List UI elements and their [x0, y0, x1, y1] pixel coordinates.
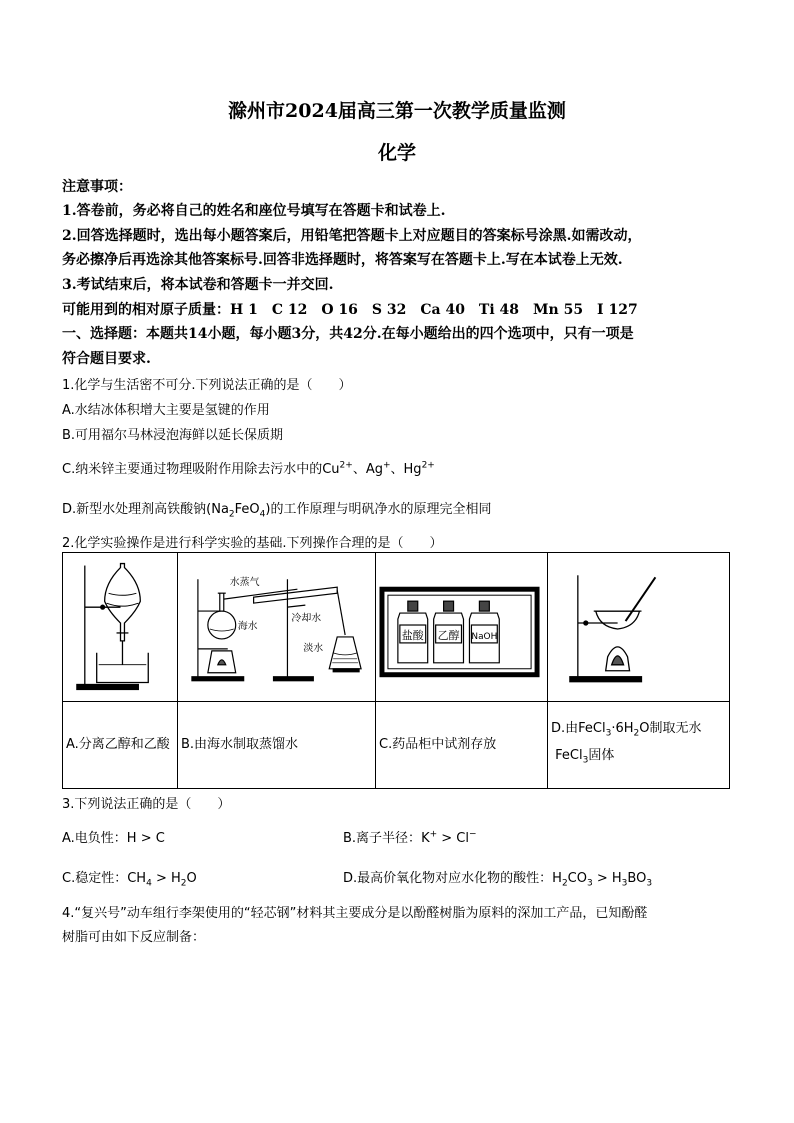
notes-item-3: 3.考试结束后，将本试卷和答题卡一并交回.	[62, 277, 334, 293]
q3-option-b	[343, 827, 477, 846]
fresh-water-label: 淡水	[303, 642, 324, 654]
q1-option-c-text: C.纳米锌主要通过物理吸附作用除去污水中的	[62, 462, 323, 477]
notes-item-2-line-1: 2.回答选择题时，选出每小题答案后，用铅笔把答题卡上对应题目的答案标号涂黑.如需改动，	[62, 228, 642, 244]
q2-figure-d	[548, 553, 730, 702]
cooling-water-label: 冷却水	[291, 613, 322, 625]
distillation-figure	[178, 553, 375, 701]
q2-figure-b	[178, 553, 376, 702]
atomic-masses: 可能用到的相对原子质量：H 1 C 12 O 16 S 32 Ca 40 Ti 48 Mn 55 I 127	[62, 302, 638, 318]
q3-option-c	[62, 867, 197, 889]
q1-option-d-tail: 的工作原理与明矾净水的原理完全相同	[270, 502, 492, 517]
q1-option-a: A.水结冰体积增大主要是氢键的作用	[62, 403, 270, 418]
q3-option-b-formula: K+ > Cl−	[421, 829, 477, 846]
subject-title: 化学	[377, 142, 416, 164]
q3-stem: 3.下列说法正确的是（ ）	[62, 797, 231, 812]
q1-option-d-text: D.新型水处理剂高铁酸钠	[62, 502, 207, 517]
section-1-line-2: 符合题目要求.	[62, 351, 151, 367]
q2-figure-a	[63, 553, 178, 702]
q1-option-b: B.可用福尔马林浸泡海鲜以延长保质期	[62, 428, 284, 443]
notes-item-1: 1.答卷前，务必将自己的姓名和座位号填写在答题卡和试卷上.	[62, 203, 446, 219]
notes-item-2-line-2: 务必擦净后再选涂其他答案标号.回答非选择题时，将答案写在答题卡上.写在本试卷上无效.	[62, 252, 623, 268]
separatory-funnel-figure	[63, 553, 177, 701]
seawater-label: 海水	[237, 620, 258, 632]
q2-caption-d-prefix: D.由	[551, 721, 579, 737]
q3-option-d-text: D.最高价氧化物对应水化物的酸性：	[343, 871, 553, 886]
vapor-label: 水蒸气	[229, 577, 260, 589]
exam-title: 滁州市2024届高三第一次教学质量监测	[228, 100, 566, 122]
q3-option-a: A.电负性：H > C	[62, 831, 165, 846]
ethanol-bottle-label: 乙醇	[437, 628, 460, 642]
q1-option-d-formula: $(Na_2FeO_4)$	[206, 502, 271, 520]
q3-option-d	[343, 867, 652, 889]
q3-option-c-formula: $CH_4 > H_2O$	[127, 871, 197, 889]
notes-heading: 注意事项：	[62, 179, 132, 195]
q2-caption-c: C.药品柜中试剂存放	[376, 702, 548, 789]
q2-stem: 2.化学实验操作是进行科学实验的基础.下列操作合理的是（ ）	[62, 536, 443, 551]
q4-line-2: 树脂可由如下反应制备：	[62, 930, 206, 945]
reagent-cabinet-figure	[376, 553, 547, 701]
q2-experiment-table	[62, 552, 730, 789]
q1-stem: 1.化学与生活密不可分.下列说法正确的是（ ）	[62, 378, 352, 393]
q1-option-d	[62, 498, 491, 520]
q2-caption-b: B.由海水制取蒸馏水	[178, 702, 376, 789]
q3-option-b-text: B.离子半径：	[343, 831, 422, 846]
evaporation-figure	[548, 553, 729, 701]
q2-caption-d: D.由$FeCl_3\cdot 6H_2O$制取无水 FeCl$_3$固体	[548, 702, 730, 789]
q1-option-c-ions: $Cu^{2+}$、Ag+、$Hg^{2+}$	[322, 460, 435, 477]
q1-option-c	[62, 458, 435, 477]
q4-line-1: 4.“复兴号”动车组行李架使用的“轻芯钢”材料其主要成分是以酚醛树脂为原料的深加工产品，已知酚醛	[62, 906, 648, 921]
q3-option-c-text: C.稳定性：	[62, 871, 128, 886]
q2-figure-c	[376, 553, 548, 702]
q2-caption-d-mid: 制取无水	[649, 721, 702, 737]
hcl-bottle-label: 盐酸	[401, 628, 424, 642]
q2-caption-d-suffix: 固体	[588, 748, 615, 763]
naoh-bottle-label: NaOH	[471, 631, 498, 642]
q2-caption-a: A.分离乙醇和乙酸	[63, 702, 178, 789]
section-1-line-1: 一、选择题：本题共14小题，每小题3分，共42分.在每小题给出的四个选项中，只有一项是	[62, 326, 634, 342]
q3-option-d-formula: $H_2CO_3 > H_3BO_3$	[552, 871, 653, 889]
